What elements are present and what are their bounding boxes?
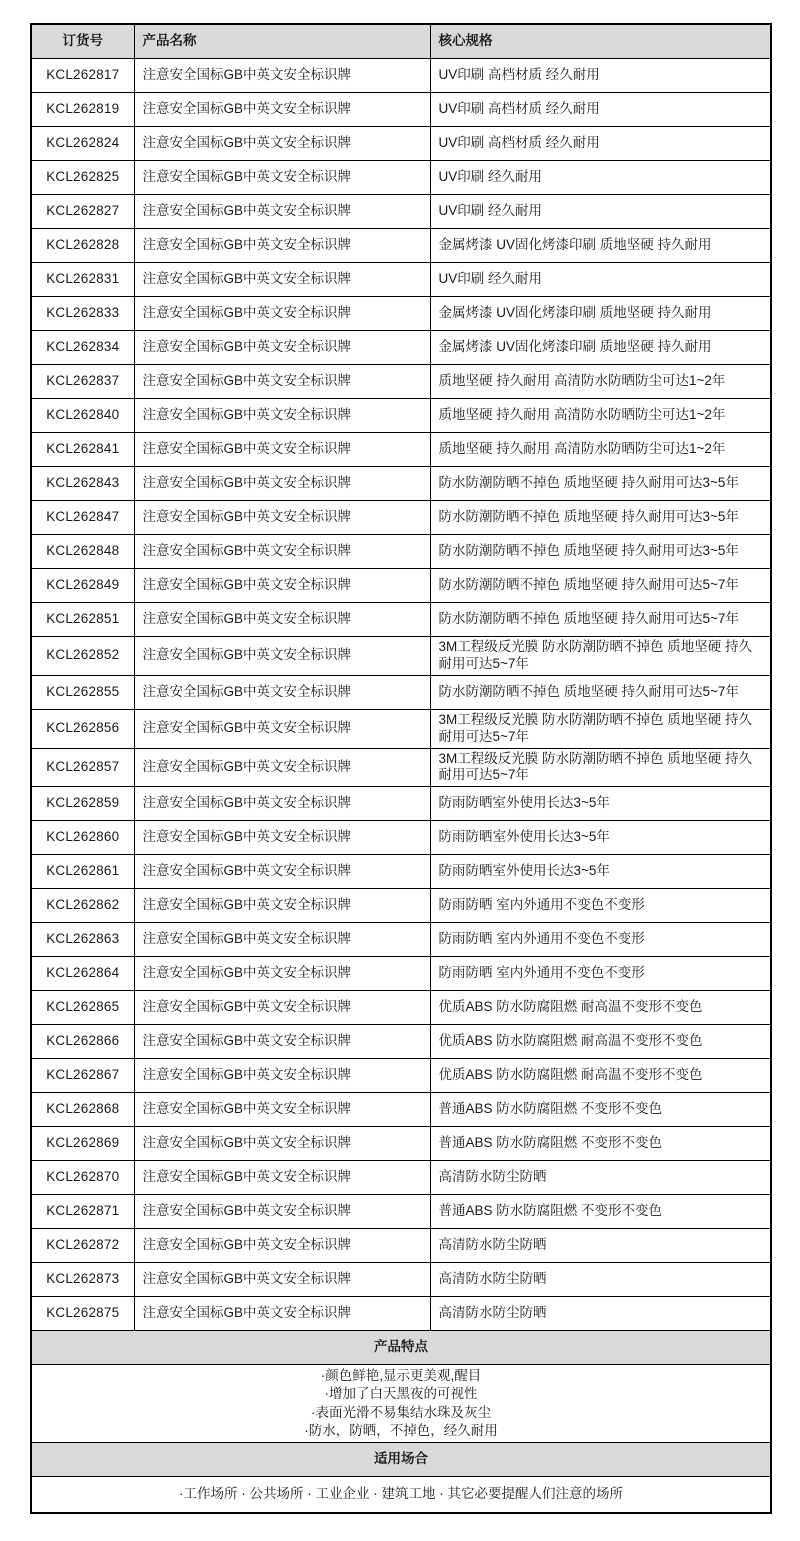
col-header-product-name: 产品名称	[134, 24, 430, 59]
product-name-cell: 注意安全国标GB中英文安全标识牌	[134, 1263, 430, 1297]
product-name-cell: 注意安全国标GB中英文安全标识牌	[134, 161, 430, 195]
core-spec-cell: 质地坚硬 持久耐用 高清防水防晒防尘可达1~2年	[430, 365, 771, 399]
feature-line: ·增加了白天黑夜的可视性	[324, 1386, 478, 1402]
order-number-cell: KCL262866	[31, 1025, 134, 1059]
order-number-cell: KCL262868	[31, 1093, 134, 1127]
features-title-row	[31, 1331, 771, 1365]
product-name-cell: 注意安全国标GB中英文安全标识牌	[134, 365, 430, 399]
core-spec-cell: 金属烤漆 UV固化烤漆印刷 质地坚硬 持久耐用	[430, 229, 771, 263]
order-number-cell: KCL262849	[31, 569, 134, 603]
spec-table	[30, 23, 772, 1514]
product-name-cell: 注意安全国标GB中英文安全标识牌	[134, 957, 430, 991]
order-number-cell: KCL262865	[31, 991, 134, 1025]
table-row	[31, 991, 771, 1025]
product-name-cell: 注意安全国标GB中英文安全标识牌	[134, 467, 430, 501]
product-name-cell: 注意安全国标GB中英文安全标识牌	[134, 1297, 430, 1331]
order-number-cell: KCL262861	[31, 855, 134, 889]
core-spec-cell: 3M工程级反光膜 防水防潮防晒不掉色 质地坚硬 持久耐用可达5~7年	[430, 637, 771, 676]
order-number-cell: KCL262857	[31, 748, 134, 787]
features-cell	[31, 1365, 771, 1443]
table-row	[31, 433, 771, 467]
core-spec-cell: 优质ABS 防水防腐阻燃 耐高温不变形不变色	[430, 1025, 771, 1059]
core-spec-cell: 防水防潮防晒不掉色 质地坚硬 持久耐用可达5~7年	[430, 603, 771, 637]
order-number-cell: KCL262867	[31, 1059, 134, 1093]
product-name-cell: 注意安全国标GB中英文安全标识牌	[134, 748, 430, 787]
occasions-row	[31, 1477, 771, 1514]
order-number-cell: KCL262819	[31, 93, 134, 127]
core-spec-cell: 3M工程级反光膜 防水防潮防晒不掉色 质地坚硬 持久耐用可达5~7年	[430, 748, 771, 787]
table-row	[31, 1025, 771, 1059]
table-row	[31, 637, 771, 676]
table-row	[31, 195, 771, 229]
table-row	[31, 569, 771, 603]
order-number-cell: KCL262855	[31, 675, 134, 709]
table-row	[31, 365, 771, 399]
table-row	[31, 1263, 771, 1297]
table-row	[31, 855, 771, 889]
table-row	[31, 748, 771, 787]
core-spec-cell: 3M工程级反光膜 防水防潮防晒不掉色 质地坚硬 持久耐用可达5~7年	[430, 709, 771, 748]
occasions-section-title: 适用场合	[31, 1443, 771, 1477]
order-number-cell: KCL262870	[31, 1161, 134, 1195]
core-spec-cell: 高清防水防尘防晒	[430, 1161, 771, 1195]
core-spec-cell: 防水防潮防晒不掉色 质地坚硬 持久耐用可达3~5年	[430, 501, 771, 535]
core-spec-cell: 质地坚硬 持久耐用 高清防水防晒防尘可达1~2年	[430, 433, 771, 467]
table-row	[31, 1229, 771, 1263]
core-spec-cell: 高清防水防尘防晒	[430, 1229, 771, 1263]
order-number-cell: KCL262847	[31, 501, 134, 535]
core-spec-cell: 普通ABS 防水防腐阻燃 不变形不变色	[430, 1195, 771, 1229]
table-row	[31, 59, 771, 93]
product-name-cell: 注意安全国标GB中英文安全标识牌	[134, 637, 430, 676]
occasions-cell: ·工作场所 · 公共场所 · 工业企业 · 建筑工地 · 其它必要提醒人们注意的场所	[31, 1477, 771, 1514]
order-number-cell: KCL262875	[31, 1297, 134, 1331]
order-number-cell: KCL262834	[31, 331, 134, 365]
table-row	[31, 467, 771, 501]
table-row	[31, 501, 771, 535]
product-name-cell: 注意安全国标GB中英文安全标识牌	[134, 1195, 430, 1229]
order-number-cell: KCL262848	[31, 535, 134, 569]
product-name-cell: 注意安全国标GB中英文安全标识牌	[134, 195, 430, 229]
product-name-cell: 注意安全国标GB中英文安全标识牌	[134, 59, 430, 93]
order-number-cell: KCL262831	[31, 263, 134, 297]
product-name-cell: 注意安全国标GB中英文安全标识牌	[134, 399, 430, 433]
table-row	[31, 603, 771, 637]
product-name-cell: 注意安全国标GB中英文安全标识牌	[134, 1059, 430, 1093]
core-spec-cell: 普通ABS 防水防腐阻燃 不变形不变色	[430, 1127, 771, 1161]
product-name-cell: 注意安全国标GB中英文安全标识牌	[134, 1161, 430, 1195]
core-spec-cell: 质地坚硬 持久耐用 高清防水防晒防尘可达1~2年	[430, 399, 771, 433]
table-row	[31, 535, 771, 569]
occasions-title-row	[31, 1443, 771, 1477]
col-header-core-spec: 核心规格	[430, 24, 771, 59]
core-spec-cell: 防雨防晒 室内外通用不变色不变形	[430, 889, 771, 923]
order-number-cell: KCL262843	[31, 467, 134, 501]
table-row	[31, 821, 771, 855]
core-spec-cell: UV印刷 高档材质 经久耐用	[430, 127, 771, 161]
table-row	[31, 1093, 771, 1127]
product-name-cell: 注意安全国标GB中英文安全标识牌	[134, 787, 430, 821]
order-number-cell: KCL262833	[31, 297, 134, 331]
product-name-cell: 注意安全国标GB中英文安全标识牌	[134, 433, 430, 467]
product-name-cell: 注意安全国标GB中英文安全标识牌	[134, 569, 430, 603]
order-number-cell: KCL262862	[31, 889, 134, 923]
product-name-cell: 注意安全国标GB中英文安全标识牌	[134, 1127, 430, 1161]
product-name-cell: 注意安全国标GB中英文安全标识牌	[134, 1229, 430, 1263]
feature-line: ·防水，防晒，不掉色，经久耐用	[304, 1422, 498, 1438]
product-name-cell: 注意安全国标GB中英文安全标识牌	[134, 501, 430, 535]
col-header-order-no: 订货号	[31, 24, 134, 59]
product-name-cell: 注意安全国标GB中英文安全标识牌	[134, 127, 430, 161]
order-number-cell: KCL262840	[31, 399, 134, 433]
product-name-cell: 注意安全国标GB中英文安全标识牌	[134, 923, 430, 957]
core-spec-cell: UV印刷 高档材质 经久耐用	[430, 93, 771, 127]
order-number-cell: KCL262828	[31, 229, 134, 263]
core-spec-cell: 防雨防晒 室内外通用不变色不变形	[430, 957, 771, 991]
table-row	[31, 229, 771, 263]
product-name-cell: 注意安全国标GB中英文安全标识牌	[134, 1093, 430, 1127]
product-name-cell: 注意安全国标GB中英文安全标识牌	[134, 821, 430, 855]
product-name-cell: 注意安全国标GB中英文安全标识牌	[134, 331, 430, 365]
order-number-cell: KCL262824	[31, 127, 134, 161]
table-row	[31, 787, 771, 821]
table-row	[31, 889, 771, 923]
order-number-cell: KCL262825	[31, 161, 134, 195]
core-spec-cell: 防雨防晒室外使用长达3~5年	[430, 821, 771, 855]
core-spec-cell: UV印刷 高档材质 经久耐用	[430, 59, 771, 93]
order-number-cell: KCL262863	[31, 923, 134, 957]
product-spec-sheet	[30, 23, 770, 1514]
core-spec-cell: 优质ABS 防水防腐阻燃 耐高温不变形不变色	[430, 1059, 771, 1093]
table-header-row	[31, 24, 771, 59]
core-spec-cell: 防水防潮防晒不掉色 质地坚硬 持久耐用可达5~7年	[430, 569, 771, 603]
table-row	[31, 1127, 771, 1161]
table-row	[31, 957, 771, 991]
core-spec-cell: 高清防水防尘防晒	[430, 1297, 771, 1331]
core-spec-cell: 防水防潮防晒不掉色 质地坚硬 持久耐用可达3~5年	[430, 467, 771, 501]
order-number-cell: KCL262869	[31, 1127, 134, 1161]
product-name-cell: 注意安全国标GB中英文安全标识牌	[134, 603, 430, 637]
features-section-title: 产品特点	[31, 1331, 771, 1365]
product-name-cell: 注意安全国标GB中英文安全标识牌	[134, 535, 430, 569]
core-spec-cell: UV印刷 经久耐用	[430, 161, 771, 195]
order-number-cell: KCL262817	[31, 59, 134, 93]
table-row	[31, 127, 771, 161]
features-row	[31, 1365, 771, 1443]
core-spec-cell: 防雨防晒室外使用长达3~5年	[430, 787, 771, 821]
table-row	[31, 263, 771, 297]
order-number-cell: KCL262871	[31, 1195, 134, 1229]
product-name-cell: 注意安全国标GB中英文安全标识牌	[134, 855, 430, 889]
product-name-cell: 注意安全国标GB中英文安全标识牌	[134, 297, 430, 331]
table-row	[31, 709, 771, 748]
order-number-cell: KCL262860	[31, 821, 134, 855]
order-number-cell: KCL262851	[31, 603, 134, 637]
order-number-cell: KCL262864	[31, 957, 134, 991]
table-row	[31, 923, 771, 957]
core-spec-cell: 高清防水防尘防晒	[430, 1263, 771, 1297]
table-row	[31, 1059, 771, 1093]
product-name-cell: 注意安全国标GB中英文安全标识牌	[134, 991, 430, 1025]
order-number-cell: KCL262841	[31, 433, 134, 467]
table-row	[31, 1195, 771, 1229]
product-name-cell: 注意安全国标GB中英文安全标识牌	[134, 889, 430, 923]
core-spec-cell: 优质ABS 防水防腐阻燃 耐高温不变形不变色	[430, 991, 771, 1025]
core-spec-cell: UV印刷 经久耐用	[430, 195, 771, 229]
core-spec-cell: 防水防潮防晒不掉色 质地坚硬 持久耐用可达3~5年	[430, 535, 771, 569]
core-spec-cell: UV印刷 经久耐用	[430, 263, 771, 297]
order-number-cell: KCL262873	[31, 1263, 134, 1297]
order-number-cell: KCL262859	[31, 787, 134, 821]
table-row	[31, 1297, 771, 1331]
product-name-cell: 注意安全国标GB中英文安全标识牌	[134, 1025, 430, 1059]
core-spec-cell: 金属烤漆 UV固化烤漆印刷 质地坚硬 持久耐用	[430, 297, 771, 331]
order-number-cell: KCL262852	[31, 637, 134, 676]
core-spec-cell: 金属烤漆 UV固化烤漆印刷 质地坚硬 持久耐用	[430, 331, 771, 365]
table-row	[31, 297, 771, 331]
order-number-cell: KCL262827	[31, 195, 134, 229]
table-row	[31, 675, 771, 709]
table-row	[31, 161, 771, 195]
order-number-cell: KCL262872	[31, 1229, 134, 1263]
product-name-cell: 注意安全国标GB中英文安全标识牌	[134, 229, 430, 263]
table-row	[31, 399, 771, 433]
feature-line: ·表面光滑不易集结水珠及灰尘	[311, 1404, 491, 1420]
core-spec-cell: 防雨防晒 室内外通用不变色不变形	[430, 923, 771, 957]
table-row	[31, 331, 771, 365]
order-number-cell: KCL262856	[31, 709, 134, 748]
table-row	[31, 93, 771, 127]
product-name-cell: 注意安全国标GB中英文安全标识牌	[134, 709, 430, 748]
table-row	[31, 1161, 771, 1195]
feature-line: ·颜色鲜艳,显示更美观,醒目	[320, 1368, 482, 1384]
product-name-cell: 注意安全国标GB中英文安全标识牌	[134, 263, 430, 297]
core-spec-cell: 防水防潮防晒不掉色 质地坚硬 持久耐用可达5~7年	[430, 675, 771, 709]
core-spec-cell: 普通ABS 防水防腐阻燃 不变形不变色	[430, 1093, 771, 1127]
core-spec-cell: 防雨防晒室外使用长达3~5年	[430, 855, 771, 889]
product-name-cell: 注意安全国标GB中英文安全标识牌	[134, 93, 430, 127]
order-number-cell: KCL262837	[31, 365, 134, 399]
product-name-cell: 注意安全国标GB中英文安全标识牌	[134, 675, 430, 709]
